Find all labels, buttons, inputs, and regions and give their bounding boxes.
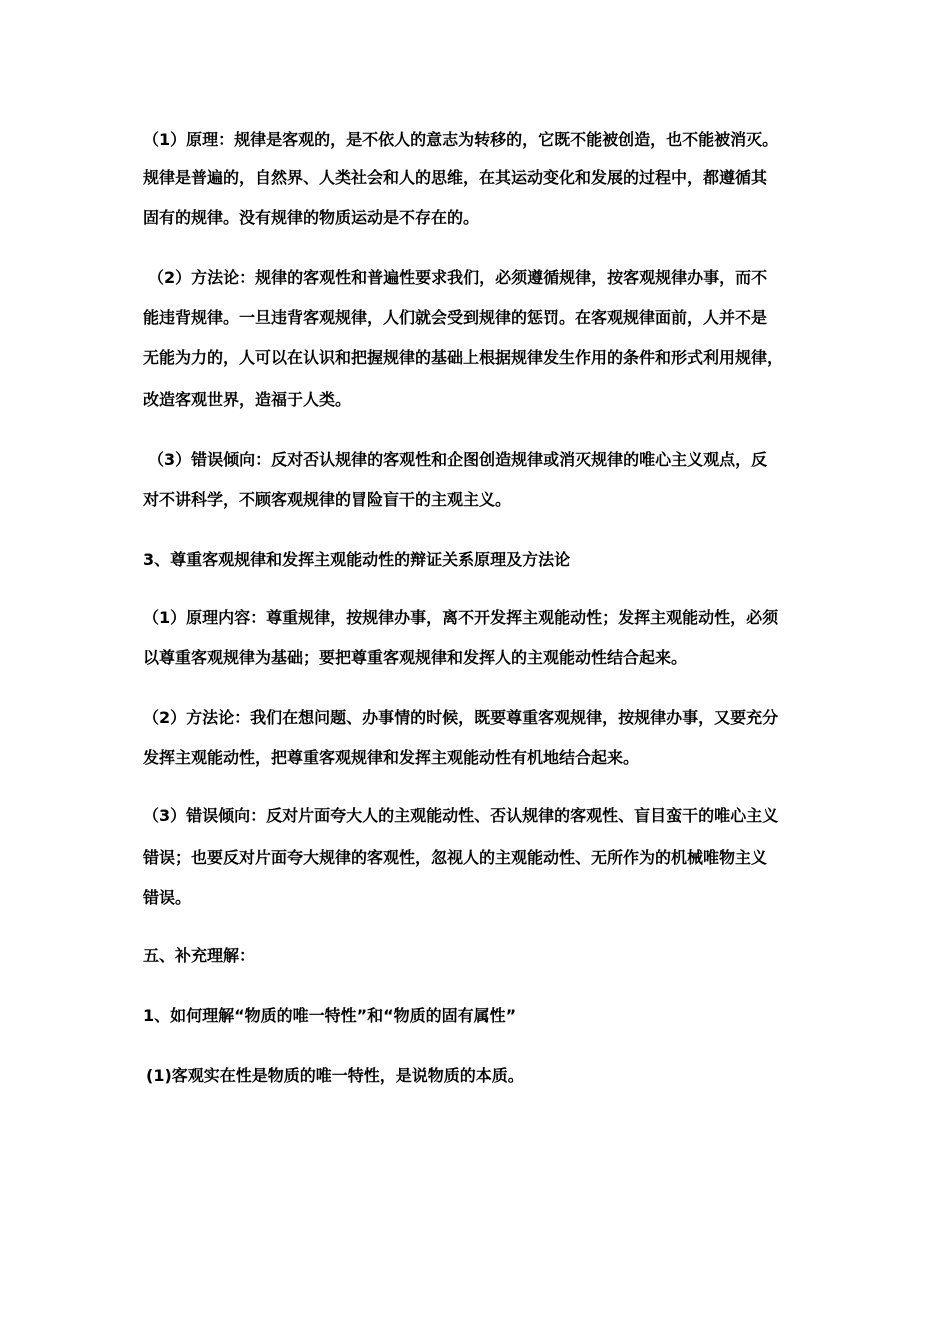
text-line: （2）方法论：我们在想问题、办事情的时候，既要尊重客观规律，按规律办事，又要充分: [143, 708, 779, 727]
text-line: 发挥主观能动性，把尊重客观规律和发挥主观能动性有机地结合起来。: [143, 748, 640, 767]
text-line: 无能为力的，人可以在认识和把握规律的基础上根据规律发生作用的条件和形式利用规律，: [143, 348, 784, 367]
text-line: 错误。: [143, 888, 192, 907]
text-line: 错误；也要反对片面夸大规律的客观性，忽视人的主观能动性、无所作为的机械唯物主义: [143, 848, 768, 867]
text-line: 对不讲科学，不顾客观规律的冒险盲干的主观主义。: [143, 490, 512, 509]
text-line: 能违背规律。一旦违背客观规律，人们就会受到规律的惩罚。在客观规律面前，人并不是: [143, 308, 768, 327]
text-line: 固有的规律。没有规律的物质运动是不存在的。: [143, 208, 480, 227]
text-line: （2）方法论：规律的客观性和普遍性要求我们，必须遵循规律，按客观规律办事，而不: [148, 268, 768, 287]
section-heading: 五、补充理解：: [143, 946, 256, 965]
text-line: 以尊重客观规律为基础；要把尊重客观规律和发挥人的主观能动性结合起来。: [143, 648, 688, 667]
section-heading: 1、如何理解“物质的唯一特性”和“物质的固有属性”: [143, 1006, 517, 1025]
text-line: (1)客观实在性是物质的唯一特性，是说物质的本质。: [146, 1066, 524, 1085]
text-line: （3）错误倾向：反对片面夸大人的主观能动性、否认规律的客观性、盲目蛮干的唯心主义: [143, 806, 779, 825]
text-line: （3）错误倾向：反对否认规律的客观性和企图创造规律或消灭规律的唯心主义观点，反: [148, 450, 768, 469]
text-line: 改造客观世界，造福于人类。: [143, 390, 352, 409]
text-line: （1）原理：规律是客观的，是不依人的意志为转移的，它既不能被创造，也不能被消灭。: [143, 130, 779, 149]
text-line: （1）原理内容：尊重规律，按规律办事，离不开发挥主观能动性；发挥主观能动性，必须: [143, 608, 779, 627]
text-line: 规律是普遍的，自然界、人类社会和人的思维，在其运动变化和发展的过程中，都遵循其: [143, 168, 768, 187]
section-heading: 3、尊重客观规律和发挥主观能动性的辩证关系原理及方法论: [143, 550, 571, 569]
